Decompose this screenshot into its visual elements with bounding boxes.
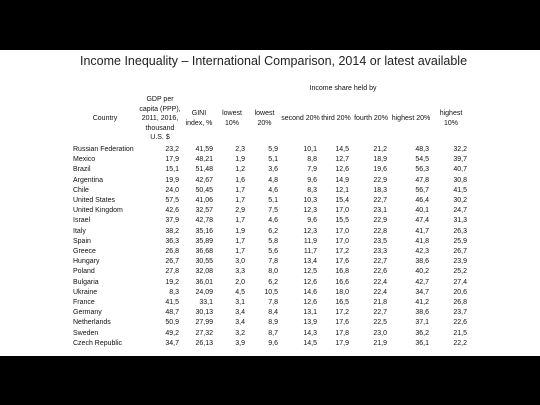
value-cell: 48,7 bbox=[165, 309, 179, 317]
value-cell: 1,7 bbox=[235, 217, 245, 225]
value-cell: 15,1 bbox=[165, 166, 179, 174]
value-cell: 32,57 bbox=[195, 207, 213, 215]
table-row bbox=[72, 257, 470, 267]
value-cell: 10,3 bbox=[303, 196, 317, 204]
value-cell: 16,6 bbox=[335, 278, 349, 286]
value-cell: 1,9 bbox=[235, 227, 245, 235]
table-row bbox=[72, 298, 470, 308]
value-cell: 41,5 bbox=[453, 186, 467, 194]
value-cell: 41,8 bbox=[415, 237, 429, 245]
value-cell: 46,4 bbox=[415, 196, 429, 204]
column-header-fourth-20: fourth 20% bbox=[354, 115, 388, 123]
value-cell: 40,1 bbox=[415, 207, 429, 215]
country-cell: Sweden bbox=[73, 329, 99, 337]
value-cell: 19,6 bbox=[373, 166, 387, 174]
value-cell: 8,8 bbox=[307, 156, 317, 164]
column-header-lowest-10: lowest 10% bbox=[222, 110, 242, 127]
value-cell: 57,5 bbox=[165, 196, 179, 204]
value-cell: 15,5 bbox=[335, 217, 349, 225]
value-cell: 47,4 bbox=[415, 217, 429, 225]
value-cell: 4,5 bbox=[235, 288, 245, 296]
value-cell: 5,1 bbox=[268, 196, 278, 204]
value-cell: 6,2 bbox=[268, 278, 278, 286]
value-cell: 48,21 bbox=[195, 156, 213, 164]
value-cell: 37,1 bbox=[415, 319, 429, 327]
value-cell: 3,4 bbox=[235, 319, 245, 327]
value-cell: 14,5 bbox=[335, 145, 349, 153]
value-cell: 17,2 bbox=[335, 248, 349, 255]
country-cell: Germany bbox=[73, 309, 102, 317]
value-cell: 17,2 bbox=[335, 309, 349, 317]
income-inequality-table bbox=[72, 84, 470, 349]
value-cell: 17,0 bbox=[335, 237, 349, 245]
value-cell: 26,8 bbox=[453, 299, 467, 307]
value-cell: 23,1 bbox=[373, 207, 387, 215]
value-cell: 19,9 bbox=[165, 176, 179, 184]
value-cell: 17,9 bbox=[165, 156, 179, 164]
value-cell: 23,9 bbox=[453, 258, 467, 266]
table-row bbox=[72, 176, 470, 186]
value-cell: 13,4 bbox=[303, 258, 317, 266]
value-cell: 42,7 bbox=[415, 278, 429, 286]
country-cell: Russian Federation bbox=[73, 146, 134, 154]
value-cell: 22,2 bbox=[453, 339, 467, 347]
value-cell: 36,1 bbox=[415, 339, 429, 347]
value-cell: 23,5 bbox=[373, 237, 387, 245]
value-cell: 13,1 bbox=[303, 309, 317, 317]
value-cell: 10,5 bbox=[264, 288, 278, 296]
country-cell: Czech Republic bbox=[73, 339, 123, 347]
group-header-income-share: Income share held by bbox=[309, 85, 377, 93]
country-cell: Hungary bbox=[73, 258, 100, 266]
table-row bbox=[72, 227, 470, 237]
country-cell: Greece bbox=[73, 248, 96, 255]
value-cell: 22,4 bbox=[373, 288, 387, 296]
value-cell: 25,9 bbox=[453, 237, 467, 245]
value-cell: 1,7 bbox=[235, 186, 245, 194]
value-cell: 30,8 bbox=[453, 176, 467, 184]
value-cell: 22,9 bbox=[373, 217, 387, 225]
value-cell: 8,0 bbox=[268, 268, 278, 276]
value-cell: 15,4 bbox=[335, 196, 349, 204]
value-cell: 18,3 bbox=[373, 186, 387, 194]
value-cell: 30,55 bbox=[195, 258, 213, 266]
value-cell: 54,5 bbox=[415, 156, 429, 164]
value-cell: 5,1 bbox=[268, 156, 278, 164]
value-cell: 2,9 bbox=[235, 207, 245, 215]
value-cell: 7,9 bbox=[307, 166, 317, 174]
value-cell: 23,0 bbox=[373, 329, 387, 337]
value-cell: 1,9 bbox=[235, 156, 245, 164]
value-cell: 2,3 bbox=[235, 145, 245, 153]
table-row bbox=[72, 165, 470, 175]
value-cell: 41,59 bbox=[195, 145, 213, 153]
value-cell: 50,45 bbox=[195, 186, 213, 194]
group-header-row bbox=[72, 84, 470, 95]
value-cell: 11,9 bbox=[303, 237, 317, 245]
country-cell: Netherlands bbox=[73, 319, 111, 327]
country-cell: Italy bbox=[73, 227, 86, 235]
value-cell: 22,7 bbox=[373, 258, 387, 266]
value-cell: 8,3 bbox=[307, 186, 317, 194]
value-cell: 31,3 bbox=[453, 217, 467, 225]
slide-title: Income Inequality – International Comparison, 2014 or latest available bbox=[80, 54, 468, 68]
value-cell: 32,08 bbox=[195, 268, 213, 276]
value-cell: 27,99 bbox=[195, 319, 213, 327]
value-cell: 23,2 bbox=[165, 145, 179, 153]
table-row bbox=[72, 237, 470, 247]
country-cell: Israel bbox=[73, 217, 91, 225]
value-cell: 56,3 bbox=[415, 166, 429, 174]
table-row bbox=[72, 288, 470, 298]
value-cell: 40,7 bbox=[453, 166, 467, 174]
value-cell: 27,32 bbox=[195, 329, 213, 337]
value-cell: 8,4 bbox=[268, 309, 278, 317]
column-header-lowest-20: lowest 20% bbox=[254, 110, 275, 127]
value-cell: 12,6 bbox=[335, 166, 349, 174]
value-cell: 17,9 bbox=[335, 339, 349, 347]
value-cell: 8,7 bbox=[268, 329, 278, 337]
value-cell: 4,6 bbox=[268, 186, 278, 194]
value-cell: 22,9 bbox=[373, 176, 387, 184]
value-cell: 38,6 bbox=[415, 309, 429, 317]
value-cell: 22,5 bbox=[373, 319, 387, 327]
country-cell: Ukraine bbox=[73, 288, 98, 296]
value-cell: 27,8 bbox=[165, 268, 179, 276]
value-cell: 36,01 bbox=[195, 278, 213, 286]
column-header-second-20: second 20% bbox=[281, 115, 320, 123]
value-cell: 14,5 bbox=[303, 339, 317, 347]
country-cell: Bulgaria bbox=[73, 278, 99, 286]
value-cell: 38,2 bbox=[165, 227, 179, 235]
value-cell: 26,8 bbox=[165, 248, 179, 255]
country-cell: United States bbox=[73, 196, 116, 204]
table-row bbox=[72, 308, 470, 318]
column-header-highest-20: highest 20% bbox=[391, 115, 431, 123]
value-cell: 30,13 bbox=[195, 309, 213, 317]
table-row bbox=[72, 186, 470, 196]
table-row bbox=[72, 247, 470, 257]
value-cell: 22,7 bbox=[373, 309, 387, 317]
country-cell: United Kingdom bbox=[73, 207, 123, 215]
column-header-country: Country bbox=[92, 115, 118, 123]
value-cell: 35,89 bbox=[195, 237, 213, 245]
column-header-highest-10: highest 10% bbox=[439, 110, 463, 127]
value-cell: 56,7 bbox=[415, 186, 429, 194]
value-cell: 1,7 bbox=[235, 196, 245, 204]
value-cell: 34,7 bbox=[165, 339, 179, 347]
value-cell: 7,8 bbox=[268, 258, 278, 266]
value-cell: 12,1 bbox=[335, 186, 349, 194]
value-cell: 1,7 bbox=[235, 248, 245, 255]
value-cell: 5,8 bbox=[268, 237, 278, 245]
table-row bbox=[72, 318, 470, 328]
value-cell: 12,5 bbox=[303, 268, 317, 276]
value-cell: 9,6 bbox=[307, 217, 317, 225]
value-cell: 18,0 bbox=[335, 288, 349, 296]
value-cell: 26,3 bbox=[453, 227, 467, 235]
value-cell: 1,6 bbox=[235, 176, 245, 184]
value-cell: 3,4 bbox=[235, 309, 245, 317]
value-cell: 8,3 bbox=[169, 288, 179, 296]
value-cell: 48,3 bbox=[415, 145, 429, 153]
value-cell: 24,0 bbox=[165, 186, 179, 194]
value-cell: 2,0 bbox=[235, 278, 245, 286]
value-cell: 41,5 bbox=[165, 299, 179, 307]
country-cell: Mexico bbox=[73, 156, 96, 164]
table-row bbox=[72, 339, 470, 349]
slide bbox=[0, 50, 540, 356]
value-cell: 16,8 bbox=[335, 268, 349, 276]
value-cell: 19,2 bbox=[165, 278, 179, 286]
value-cell: 3,1 bbox=[235, 299, 245, 307]
table-body bbox=[72, 145, 470, 349]
country-cell: Argentina bbox=[73, 176, 103, 184]
column-header-gdp: GDP per capita (PPP), 2011, 2016, thousand U.S. $ bbox=[139, 96, 181, 142]
column-header-gini: GINI index, % bbox=[185, 110, 213, 127]
value-cell: 22,7 bbox=[373, 196, 387, 204]
value-cell: 17,8 bbox=[335, 329, 349, 337]
value-cell: 47,8 bbox=[415, 176, 429, 184]
value-cell: 12,3 bbox=[303, 227, 317, 235]
value-cell: 17,0 bbox=[335, 227, 349, 235]
value-cell: 38,6 bbox=[415, 258, 429, 266]
value-cell: 3,0 bbox=[235, 258, 245, 266]
value-cell: 24,09 bbox=[195, 288, 213, 296]
value-cell: 50,9 bbox=[165, 319, 179, 327]
value-cell: 5,9 bbox=[268, 145, 278, 153]
value-cell: 17,0 bbox=[335, 207, 349, 215]
value-cell: 3,9 bbox=[235, 339, 245, 347]
value-cell: 23,3 bbox=[373, 248, 387, 255]
value-cell: 41,7 bbox=[415, 227, 429, 235]
value-cell: 13,9 bbox=[303, 319, 317, 327]
value-cell: 33,1 bbox=[199, 299, 213, 307]
value-cell: 8,9 bbox=[268, 319, 278, 327]
value-cell: 23,7 bbox=[453, 309, 467, 317]
table-row bbox=[72, 267, 470, 277]
country-cell: Spain bbox=[73, 237, 91, 245]
value-cell: 12,6 bbox=[303, 278, 317, 286]
value-cell: 21,5 bbox=[453, 329, 467, 337]
value-cell: 12,3 bbox=[303, 207, 317, 215]
country-cell: France bbox=[73, 299, 95, 307]
value-cell: 36,68 bbox=[195, 248, 213, 255]
value-cell: 4,6 bbox=[268, 217, 278, 225]
column-header-third-20: third 20% bbox=[321, 115, 351, 123]
value-cell: 27,4 bbox=[453, 278, 467, 286]
value-cell: 7,5 bbox=[268, 207, 278, 215]
table-row bbox=[72, 329, 470, 339]
value-cell: 36,3 bbox=[165, 237, 179, 245]
value-cell: 41,2 bbox=[415, 299, 429, 307]
value-cell: 21,9 bbox=[373, 339, 387, 347]
table-row bbox=[72, 216, 470, 226]
value-cell: 36,2 bbox=[415, 329, 429, 337]
value-cell: 22,6 bbox=[453, 319, 467, 327]
country-cell: Poland bbox=[73, 268, 95, 276]
value-cell: 42,6 bbox=[165, 207, 179, 215]
value-cell: 1,2 bbox=[235, 166, 245, 174]
value-cell: 12,7 bbox=[335, 156, 349, 164]
value-cell: 21,8 bbox=[373, 299, 387, 307]
value-cell: 3,3 bbox=[235, 268, 245, 276]
value-cell: 42,78 bbox=[195, 217, 213, 225]
value-cell: 37,9 bbox=[165, 217, 179, 225]
value-cell: 22,4 bbox=[373, 278, 387, 286]
value-cell: 41,06 bbox=[195, 196, 213, 204]
value-cell: 12,6 bbox=[303, 299, 317, 307]
value-cell: 14,3 bbox=[303, 329, 317, 337]
value-cell: 51,48 bbox=[195, 166, 213, 174]
value-cell: 39,7 bbox=[453, 156, 467, 164]
country-cell: Brazil bbox=[73, 166, 91, 174]
value-cell: 1,7 bbox=[235, 237, 245, 245]
table-row bbox=[72, 145, 470, 155]
value-cell: 26,13 bbox=[195, 339, 213, 347]
value-cell: 32,2 bbox=[453, 145, 467, 153]
column-header-row bbox=[72, 95, 470, 145]
value-cell: 6,2 bbox=[268, 227, 278, 235]
value-cell: 10,1 bbox=[303, 145, 317, 153]
value-cell: 21,2 bbox=[373, 145, 387, 153]
value-cell: 34,7 bbox=[415, 288, 429, 296]
table-row bbox=[72, 278, 470, 288]
value-cell: 9,6 bbox=[307, 176, 317, 184]
value-cell: 14,9 bbox=[335, 176, 349, 184]
value-cell: 26,7 bbox=[453, 248, 467, 255]
value-cell: 49,2 bbox=[165, 329, 179, 337]
value-cell: 4,8 bbox=[268, 176, 278, 184]
value-cell: 20,6 bbox=[453, 288, 467, 296]
value-cell: 18,9 bbox=[373, 156, 387, 164]
value-cell: 26,7 bbox=[165, 258, 179, 266]
table-row bbox=[72, 196, 470, 206]
value-cell: 3,2 bbox=[235, 329, 245, 337]
value-cell: 22,6 bbox=[373, 268, 387, 276]
value-cell: 16,5 bbox=[335, 299, 349, 307]
value-cell: 5,6 bbox=[268, 248, 278, 255]
value-cell: 22,8 bbox=[373, 227, 387, 235]
value-cell: 14,6 bbox=[303, 288, 317, 296]
value-cell: 42,3 bbox=[415, 248, 429, 255]
value-cell: 25,2 bbox=[453, 268, 467, 276]
value-cell: 35,16 bbox=[195, 227, 213, 235]
value-cell: 17,6 bbox=[335, 319, 349, 327]
value-cell: 42,67 bbox=[195, 176, 213, 184]
table-row bbox=[72, 206, 470, 216]
value-cell: 3,6 bbox=[268, 166, 278, 174]
country-cell: Chile bbox=[73, 186, 89, 194]
table-row bbox=[72, 155, 470, 165]
value-cell: 7,8 bbox=[268, 299, 278, 307]
value-cell: 9,6 bbox=[268, 339, 278, 347]
value-cell: 30,2 bbox=[453, 196, 467, 204]
value-cell: 24,7 bbox=[453, 207, 467, 215]
value-cell: 17,6 bbox=[335, 258, 349, 266]
value-cell: 11,7 bbox=[303, 248, 317, 255]
value-cell: 40,2 bbox=[415, 268, 429, 276]
